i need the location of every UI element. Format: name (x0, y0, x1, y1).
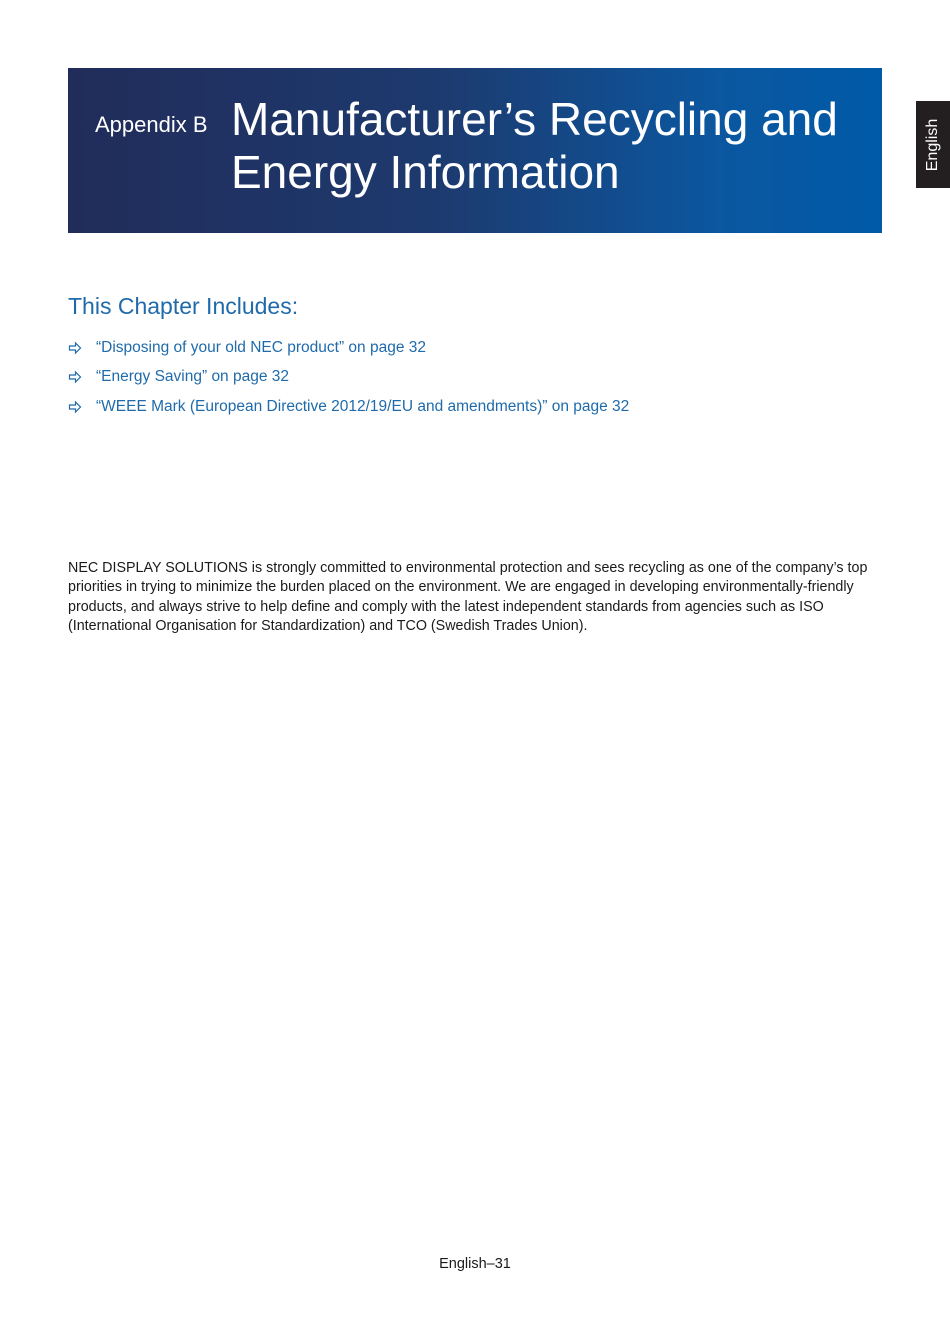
chapter-contents-list (68, 333, 629, 422)
page-title: Manufacturer’s Recycling and Energy Information (231, 93, 838, 198)
toc-item-energy-saving[interactable] (68, 363, 629, 393)
environmental-commitment-paragraph: NEC DISPLAY SOLUTIONS is strongly committed to environmental protection and sees recycling as one of the company’s top priorities in trying to minimize the burden placed on the environment. We are engaged in developing environmentally-friendly products, and always strive to help define and comply with the latest independent standards from agencies such as ISO (International Organisation for Standardization) and TCO (Swedish Trades Union). (68, 560, 868, 634)
chapter-includes-heading: This Chapter Includes: (68, 293, 299, 319)
hollow-arrow-right-icon (68, 400, 82, 414)
hollow-arrow-right-icon (68, 370, 82, 384)
hollow-arrow-right-icon (68, 341, 82, 355)
toc-item-disposing[interactable] (68, 333, 629, 363)
toc-link-disposing[interactable]: “Disposing of your old NEC product” on page 32 (96, 338, 426, 356)
language-tab-label: English (924, 118, 941, 171)
toc-item-weee-mark[interactable] (68, 392, 629, 422)
language-tab (916, 101, 950, 188)
appendix-banner (68, 68, 882, 233)
appendix-label: Appendix B (95, 112, 208, 137)
toc-link-weee-mark[interactable]: “WEEE Mark (European Directive 2012/19/EU and amendments)” on page 32 (96, 397, 630, 415)
page-number: English–31 (439, 1256, 511, 1272)
toc-link-energy-saving[interactable]: “Energy Saving” on page 32 (96, 368, 290, 386)
